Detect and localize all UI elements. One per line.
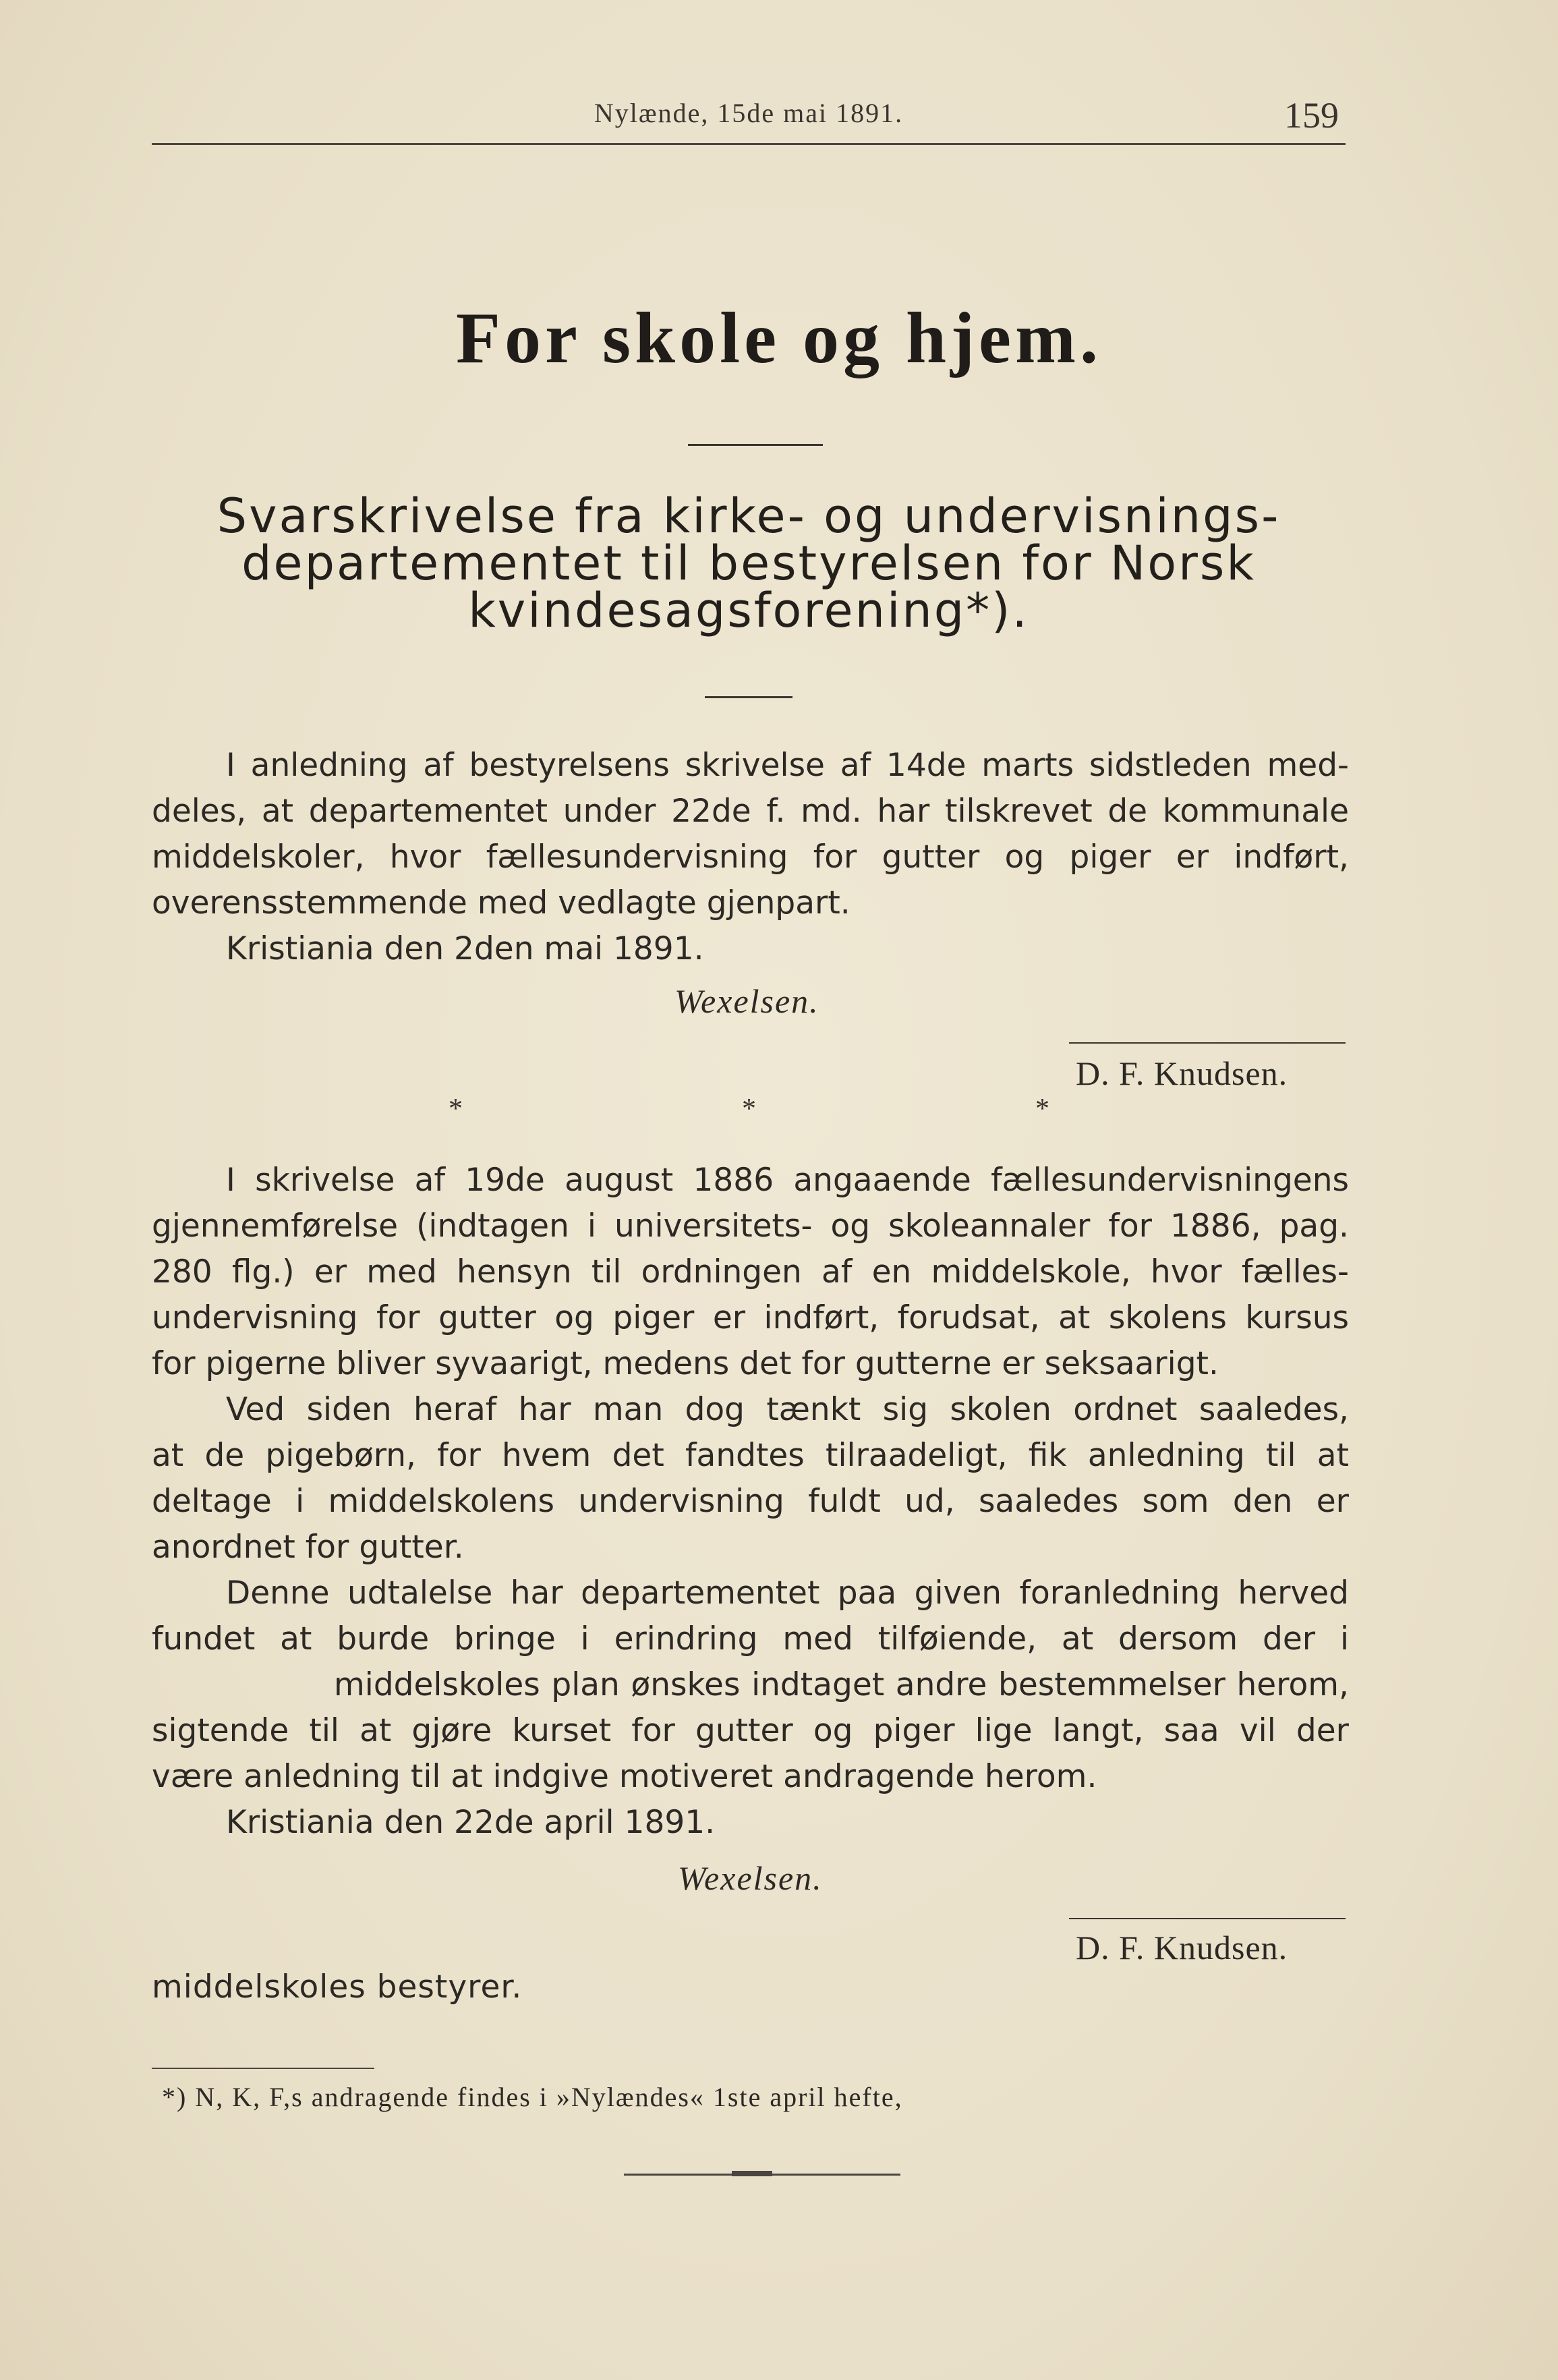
paragraph-line: I skrivelse af 19de august 1886 angaaende fællesundervisningens	[226, 1162, 1349, 1199]
paragraph-line: deles, at departementet under 22de f. md. har tilskrevet de kommunale	[152, 793, 1349, 830]
paragraph-line: være anledning til at indgive motiveret andragende herom.	[152, 1758, 1097, 1795]
separator-star: *	[449, 1094, 463, 1125]
paragraph-line: overensstemmende med vedlagte gjenpart.	[152, 884, 850, 922]
signature-rule	[1069, 1042, 1346, 1044]
signature-knudsen: D. F. Knudsen.	[1076, 1054, 1288, 1092]
paragraph-line: sigtende til at gjøre kurset for gutter og piger lige langt, saa vil der	[152, 1712, 1349, 1749]
addressee: middelskoles bestyrer.	[152, 1968, 523, 2006]
paragraph-line: at de pigebørn, for hvem det fandtes tilraadeligt, fik anledning til at	[152, 1437, 1349, 1474]
letter-two	[152, 1157, 1349, 1865]
dateline: Kristiania den 2den mai 1891.	[226, 930, 704, 967]
article-title: For skole og hjem.	[456, 298, 1102, 378]
running-title: Nylænde, 15de mai 1891.	[594, 98, 904, 128]
paragraph-line: for pigerne bliver syvaarigt, medens det for gutterne er seksaarigt.	[152, 1345, 1219, 1382]
subtitle-line: kvindesagsforening*).	[468, 583, 1029, 638]
signature-rule	[1069, 1918, 1346, 1919]
signature-wexelsen: Wexelsen.	[678, 1859, 823, 1897]
header-rule	[152, 143, 1346, 145]
subtitle-rule	[705, 696, 792, 698]
paragraph-line: deltage i middelskolens undervisning fuldt ud, saaledes som den er	[152, 1483, 1349, 1520]
dateline: Kristiania den 22de april 1891.	[226, 1804, 716, 1841]
paragraph-line: Denne udtalelse har departementet paa given foranledning herved	[226, 1575, 1349, 1612]
paragraph-line: anordnet for gutter.	[152, 1529, 464, 1566]
footnote: *) N, K, F,s andragende findes i »Nylændes« 1ste april hefte,	[162, 2082, 903, 2112]
article-subtitle	[155, 488, 1342, 638]
subtitle-line: departementet til bestyrelsen for Norsk	[241, 536, 1256, 591]
paragraph-line: gjennemførelse (indtagen i universitets- og skoleannaler for 1886, pag.	[152, 1208, 1349, 1245]
signature-knudsen: D. F. Knudsen.	[1076, 1929, 1288, 1966]
end-rule-ornament	[732, 2171, 772, 2176]
paragraph-line: Ved siden heraf har man dog tænkt sig skolen ordnet saaledes,	[226, 1391, 1349, 1428]
paragraph-line: middelskoler, hvor fællesundervisning for gutter og piger er indført,	[152, 839, 1349, 876]
subtitle-line: Svarskrivelse fra kirke- og undervisnings-	[217, 488, 1281, 544]
paragraph-line: undervisning for gutter og piger er indført, forudsat, at skolens kursus	[152, 1299, 1349, 1336]
title-rule	[688, 444, 823, 446]
footnote-rule	[152, 2068, 374, 2069]
signature-wexelsen: Wexelsen.	[674, 982, 819, 1020]
paragraph-line: I anledning af bestyrelsens skrivelse af 14de marts sidstleden med-	[226, 747, 1349, 784]
paragraph-line: middelskoles plan ønskes indtaget andre bestemmelser herom,	[334, 1666, 1349, 1703]
separator-star: *	[1035, 1094, 1049, 1125]
paragraph-line: fundet at burde bringe i erindring med tilføiende, at dersom der i	[152, 1620, 1349, 1658]
paragraph-line: 280 flg.) er med hensyn til ordningen af en middelskole, hvor fælles-	[152, 1253, 1349, 1291]
separator-star: *	[742, 1094, 756, 1125]
running-head	[152, 94, 1346, 148]
page-number: 159	[1284, 95, 1339, 136]
